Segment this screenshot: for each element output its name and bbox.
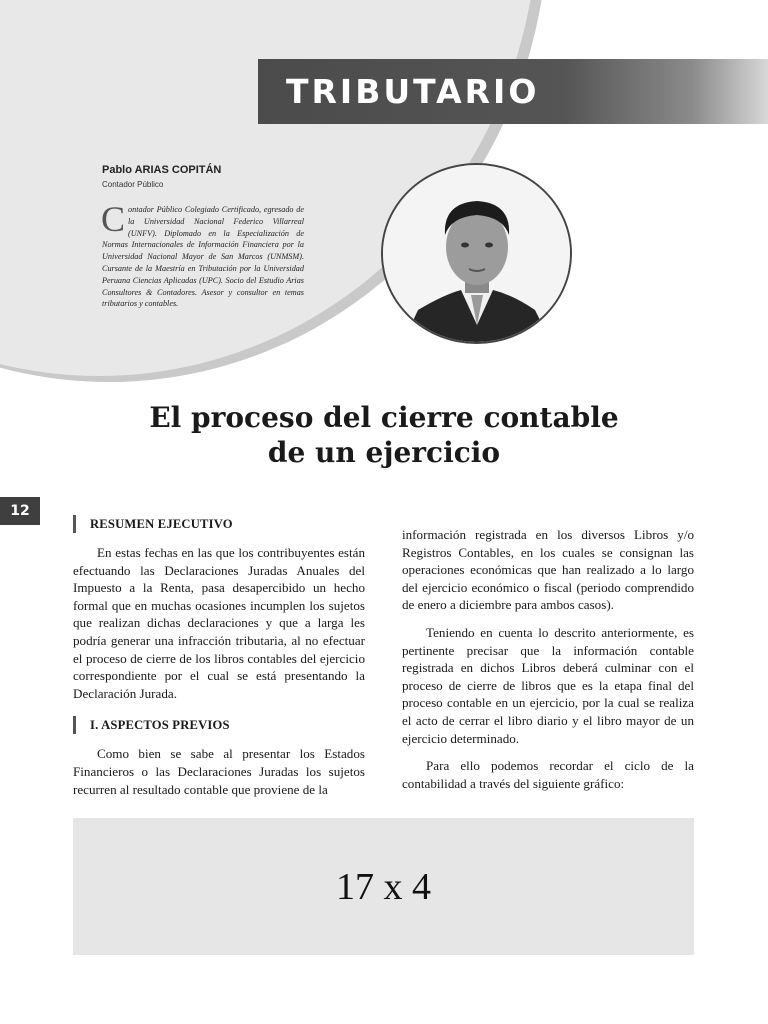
paragraph-continuation: información registrada en los diversos Libros y/o Registros Contables, en los cuales se consignan las operaciones económicas que han realizado a lo largo del ejercicio económico o fiscal (periodo comprendido de enero a diciembre para ambos casos). (402, 527, 694, 613)
section-banner (258, 59, 768, 124)
paragraph-grafico-intro: Para ello podemos recordar el ciclo de la contabilidad a través del siguiente gráfico: (402, 758, 694, 791)
author-name: Pablo ARIAS COPITÁN (102, 164, 222, 176)
heading-resumen-ejecutivo: RESUMEN EJECUTIVO (73, 515, 365, 533)
article-title (0, 400, 768, 470)
bio-drop-cap: C (101, 199, 126, 239)
figure-placeholder (73, 818, 694, 955)
paragraph-aspectos: Como bien se sabe al presentar los Estados Financieros o las Declaraciones Juradas los sujetos recurren al resultado contable que proviene de la (73, 746, 365, 797)
page-number: 12 (0, 497, 40, 525)
author-bio (101, 199, 304, 310)
heading-aspectos-previos: I. ASPECTOS PREVIOS (73, 716, 365, 734)
section-label: TRIBUTARIO (286, 72, 540, 111)
author-photo (381, 163, 572, 344)
right-column (402, 526, 694, 802)
paragraph-cierre: Teniendo en cuenta lo descrito anteriormente, es pertinente precisar que la información contable registrada en dichos Libros deberá culminar con el proceso de cierre de libros que es la etapa final del proceso contable en un ejercicio, por la cual se realiza el acto de cerrar el libro diario y el libro mayor de un ejercicio determinado. (402, 624, 694, 746)
figure-placeholder-text: 17 x 4 (336, 865, 431, 908)
paragraph-resumen: En estas fechas en las que los contribuyentes están efectuando las Declaraciones Juradas Anuales del Impuesto a la Renta, pasa desapercibido un hecho formal que en muchas ocasiones incumplen los sujetos que realizan dichas declaraciones y que a larga les podría generar una infracción tributaria, al no efectuar el proceso de cierre de los libros contables del ejercicio correspondiente por el cual se está presentando la Declaración Jurada. (73, 545, 365, 701)
article-title-line-1: El proceso del cierre contable (149, 401, 619, 434)
article-title-line-2: de un ejercicio (267, 436, 501, 469)
author-role: Contador Público (102, 180, 164, 189)
left-column (73, 515, 365, 808)
bio-text: ontador Público Colegiado Certificado, egresado de la Universidad Nacional Federico Villarreal (UNFV). Diplomado en la Especialización de Normas Internacionales de Información Financiera por la Universidad Nacional Mayor de San Marcos (UNMSM). Cursante de la Maestría en Tributación por la Universidad Peruana Ciencias Aplicadas (UPC). Socio del Estudio Arias Consultores & Contadores. Asesor y consultor en temas tributarios y contables. (102, 205, 304, 309)
author-photo-illustration (383, 165, 570, 342)
